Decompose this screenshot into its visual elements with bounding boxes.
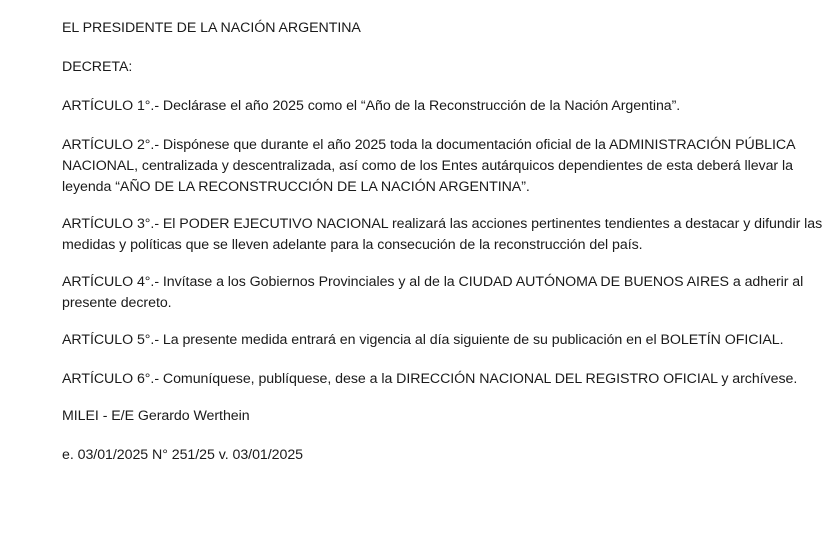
publication-line: e. 03/01/2025 N° 251/25 v. 03/01/2025 (62, 447, 303, 463)
article-5: ARTÍCULO 5°.- La presente medida entrará en vigencia al día siguiente de su publicación en el BOLETÍN OFICIAL. (62, 332, 784, 348)
document-heading: EL PRESIDENTE DE LA NACIÓN ARGENTINA (62, 20, 361, 36)
article-3: ARTÍCULO 3°.- El PODER EJECUTIVO NACIONAL realizará las acciones pertinentes tendientes a destacar y difundir las medidas y políticas que se lleven adelante para la consecución de la reconstrucción del país. (62, 216, 823, 253)
article-1: ARTÍCULO 1°.- Declárase el año 2025 como el “Año de la Reconstrucción de la Nación Argentina”. (62, 98, 681, 114)
article-4: ARTÍCULO 4°.- Invítase a los Gobiernos Provinciales y al de la CIUDAD AUTÓNOMA DE BUENOS AIRES a adherir al presente decreto. (62, 274, 804, 311)
article-6: ARTÍCULO 6°.- Comuníquese, publíquese, dese a la DIRECCIÓN NACIONAL DEL REGISTRO OFICIAL y archívese. (62, 371, 798, 387)
article-2: ARTÍCULO 2°.- Dispónese que durante el año 2025 toda la documentación oficial de la ADMINISTRACIÓN PÚBLICA NACIONAL, centralizada y descentralizada, así como de los Entes autárquicos dependientes de esta deberá llevar la leyenda “AÑO DE LA RECONSTRUCCIÓN DE LA NACIÓN ARGENTINA”. (62, 137, 795, 195)
signature-line: MILEI - E/E Gerardo Werthein (62, 408, 250, 424)
decreta-label: DECRETA: (62, 59, 133, 75)
decree-document (62, 18, 832, 484)
